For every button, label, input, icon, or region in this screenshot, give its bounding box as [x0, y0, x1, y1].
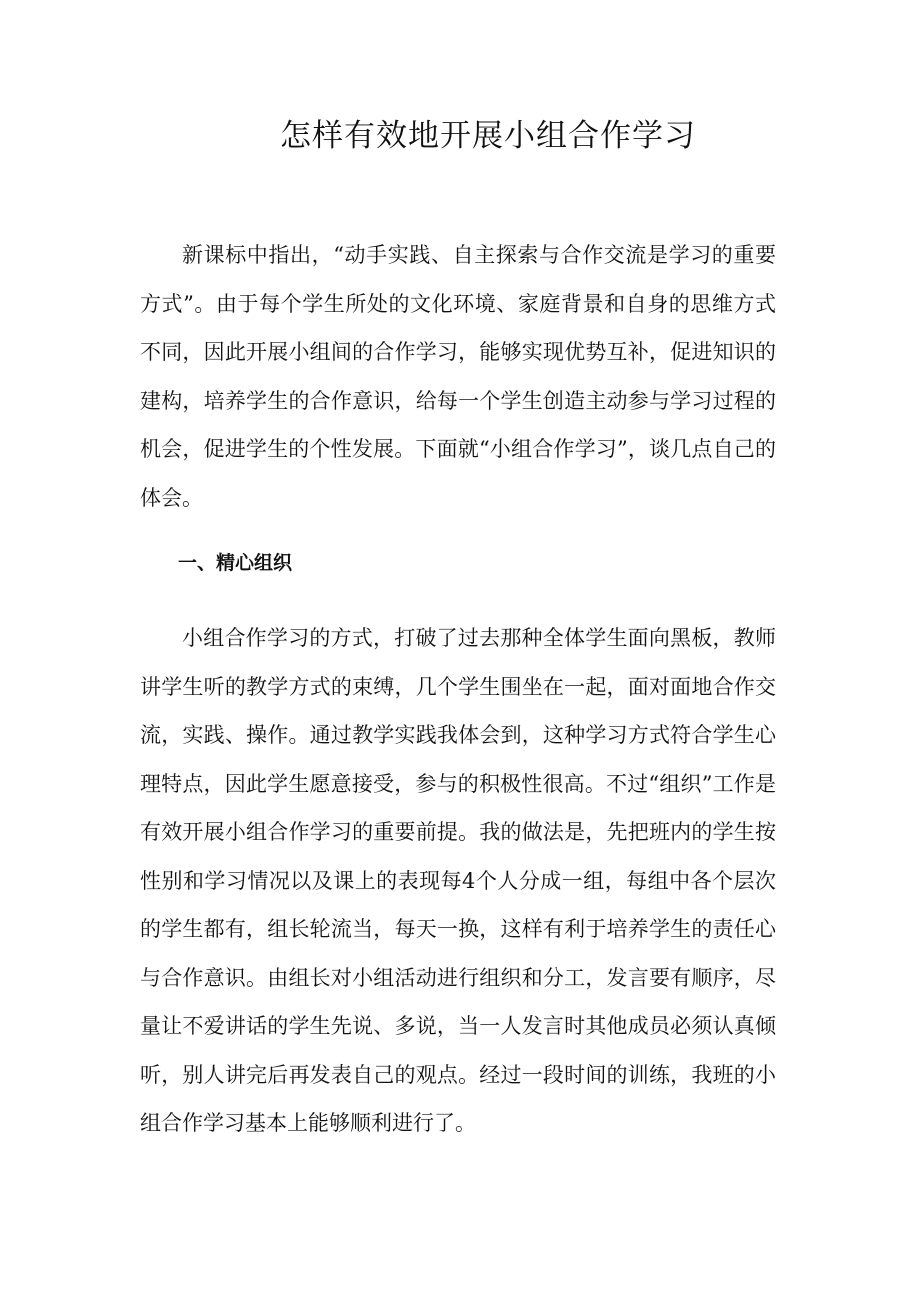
section-heading-1: 一、精心组织 [178, 552, 293, 574]
intro-paragraph: 新课标中指出，“动手实践、自主探索与合作交流是学习的重要方式”。由于每个学生所处的文化环境、家庭背景和自身的思维方式不同，因此开展小组间的合作学习，能够实现优势互补，促进知识的建构，培养学生的合作意识，给每一个学生创造主动参与学习过程的机会，促进学生的个性发展。下面就“小组合作学习”，谈几点自己的体会。 [140, 243, 776, 510]
document-title: 怎样有效地开展小组合作学习 [280, 118, 696, 154]
section-1-paragraph: 小组合作学习的方式，打破了过去那种全体学生面向黑板，教师讲学生听的教学方式的束缚，几个学生围坐在一起，面对面地合作交流，实践、操作。通过教学实践我体会到，这种学习方式符合学生心理特点，因此学生愿意接受，参与的积极性很高。不过“组织”工作是有效开展小组合作学习的重要前提。我的做法是，先把班内的学生按性别和学习情况以及课上的表现每4个人分成一组，每组中各个层次的学生都有，组长轮流当，每天一换，这样有利于培养学生的责任心与合作意识。由组长对小组活动进行组织和分工，发言要有顺序，尽量让不爱讲话的学生先说、多说，当一人发言时其他成员必须认真倾听，别人讲完后再发表自己的观点。经过一段时间的训练，我班的小组合作学习基本上能够顺利进行了。 [140, 626, 776, 1135]
